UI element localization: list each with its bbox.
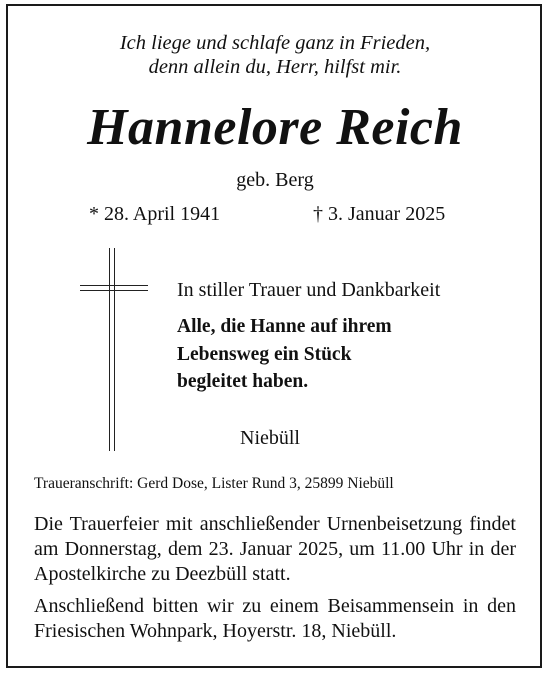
bible-verse-line-2: denn allein du, Herr, hilfst mir. — [148, 56, 402, 78]
birth-date: * 28. April 1941 — [89, 203, 221, 225]
funeral-service-paragraph: Die Trauerfeier mit anschließender Urnenbeisetzung findet am Donnerstag, dem 23. Januar 2025, um 11.00 Uhr in der Apostelkirche zu Deezbüll statt. — [34, 513, 516, 585]
deceased-name: Hannelore Reich — [87, 99, 463, 156]
death-date: † 3. Januar 2025 — [313, 203, 446, 225]
gratitude-message — [177, 313, 392, 396]
reception-paragraph: Anschließend bitten wir zu einem Beisammensein in den Friesischen Wohnpark, Hoyerstr. 18, Niebüll. — [34, 595, 516, 642]
mourning-address: Traueranschrift: Gerd Dose, Lister Rund 3, 25899 Niebüll — [34, 475, 394, 492]
bible-verse-line-1: Ich liege und schlafe ganz in Frieden, — [119, 32, 431, 54]
cross-horizontal-bar — [80, 285, 148, 291]
cross-vertical-bar — [109, 248, 115, 451]
gratitude-line: Lebensweg ein Stück — [177, 343, 352, 365]
gratitude-intro: In stiller Trauer und Dankbarkeit — [177, 279, 441, 301]
maiden-name: geb. Berg — [236, 169, 314, 191]
gratitude-line: begleitet haben. — [177, 371, 309, 392]
gratitude-line: Alle, die Hanne auf ihrem — [177, 316, 392, 337]
place-name: Niebüll — [240, 427, 300, 449]
